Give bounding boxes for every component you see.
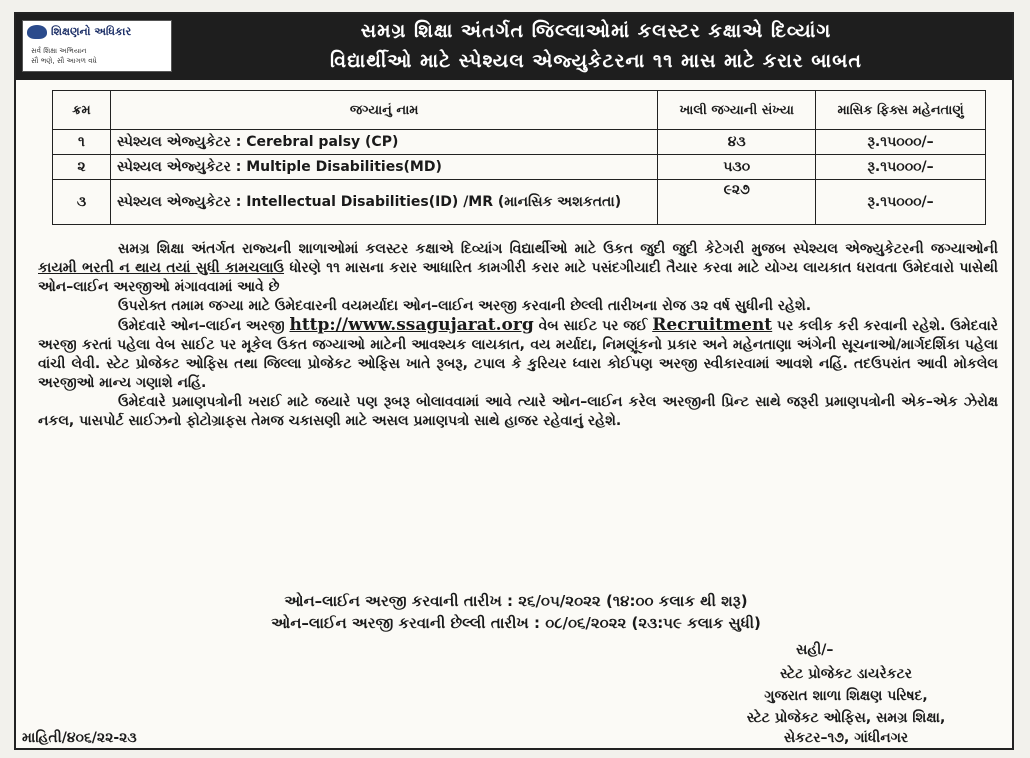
header-title-line2: વિદ્યાર્થીઓ માટે સ્પેશ્યલ એજ્યુકેટરના ૧૧ માસ માટે કરાર બાબત (330, 50, 862, 72)
print-note: ઓન–લાઈન કરેલ અરજીની પ્રિન્ટ (552, 394, 750, 410)
logo-tagline: સૌ ભણે, સૌ આગળ વધે (31, 57, 97, 65)
header-monthly-pay: માસિક ફિક્સ મહેનતાણું (816, 91, 986, 130)
recruitment-link[interactable]: Recruitment (652, 315, 773, 335)
row-monthly-pay: રૂ.૧૫૦૦૦/– (816, 130, 986, 155)
header-banner (16, 14, 1012, 80)
table-row (53, 130, 986, 155)
posts-table (52, 90, 986, 225)
logo-subtitle: સર્વ શિક્ષા અભિયાન (31, 47, 87, 55)
paragraph-intro: સમગ્ર શિક્ષા અંતર્ગત રાજ્યની શાળાઓમાં કલસ્ટર કક્ષાએ દિવ્યાંગ વિદ્યાર્થીઓ માટે ઉકત જુદી જુદી કેટેગરી મુજબ સ્પેશ્યલ એજ્યુકેટરની જગ્યાઓની કાયમી ભરતી ન થાય તયાં સુધી કામચલાઉ ધોરણે ૧૧ માસના કરાર આધારિત કામગીરી કરાર માટે પસંદગીયાદી તૈયાર કરવા માટે યોગ્ય લાયકાત ધરાવતા ઉમેદવારો પાસેથી ઓન–લાઈન અરજીઓ મંગાવવામાં આવે છે (38, 241, 998, 295)
table-row (53, 180, 986, 225)
row-vacancy-count: ૫૩૦ (658, 155, 816, 180)
guidelines-note: સૂચનાઓ/માર્ગદર્શિકા પહેલા વાંચી લેવી. (38, 337, 998, 372)
table-row (53, 155, 986, 180)
row-monthly-pay: રૂ.૧૫૦૦૦/– (816, 180, 986, 225)
row-serial: ૨ (53, 155, 111, 180)
signatory-org: ગુજરાત શાળા શિક્ષણ પરિષદ, (764, 688, 928, 704)
signature-mark: સહી/– (796, 642, 834, 658)
paragraph-age-limit: ઉપરોક્ત તમામ જગ્યા માટે ઉમેદવારની વયમર્યાદા ઓન–લાઈન અરજી કરવાની છેલ્લી તારીખના રોજ ૩૨ વર્ષ સુધીની રહેશે. (118, 298, 812, 314)
signatory-address: સેકટર–૧૭, ગાંધીનગર (783, 730, 909, 746)
row-post-name: સ્પેશ્યલ એજ્યુકેટર : Multiple Disabilities(MD) (110, 155, 657, 180)
row-post-name: સ્પેશ્યલ એજ્યુકેટર : Cerebral palsy (CP) (110, 130, 657, 155)
paragraph-apply-online: ઉમેદવારે ઓન–લાઈન અરજી http://www.ssagujarat.org વેબ સાઈટ પર જઈ Recruitment પર કલીક કરી કરવાની રહેશે. ઉમેદવારે અરજી કરતાં પહેલા વેબ સાઈટ પર મૂકેલ ઉકત જગ્યાઓ માટેની આવશ્યક લાયકાત, વય મર્યાદા, નિમણૂંકનો પ્રકાર અને મહેનતાણા અંગેની સૂચનાઓ/માર્ગદર્શિકા પહેલા વાંચી લેવી. સ્ટેટ પ્રોજેકટ ઓફિસ તથા જિલ્લા પ્રોજેકટ ઓફિસ ખાતે રૂબરૂ, ટપાલ કે કુરિયર ધ્વારા કોઈપણ અરજી સ્વીકારવામાં આવશે નહિં. તદઉપરાંત આવી મોકલેલ અરજીઓ માન્ય ગણાશે નહિં. (38, 315, 998, 391)
emblem-icon (27, 25, 47, 39)
row-monthly-pay: રૂ.૧૫૦૦૦/– (816, 155, 986, 180)
row-vacancy-count: ૪૩ (658, 130, 816, 155)
logo-title: શિક્ષણનો અધિકાર (51, 25, 132, 38)
notice-body (38, 240, 998, 431)
signatory-title: સ્ટેટ પ્રોજેકટ ડાયરેકટર (780, 666, 912, 682)
row-serial: ૩ (53, 180, 111, 225)
advertisement-page (14, 12, 1014, 750)
header-post-name: જગ્યાનું નામ (110, 91, 657, 130)
header-vacancy-count: ખાલી જગ્યાની સંખ્યા (658, 91, 816, 130)
header-serial: ક્રમ (53, 91, 111, 130)
signatory-office: સ્ટેટ પ્રોજેકટ ઓફિસ, સમગ્ર શિક્ષા, (746, 710, 946, 726)
row-post-name: સ્પેશ્યલ એજ્યુકેટર : Intellectual Disabilities(ID) /MR (માનસિક અશકતતા) (110, 180, 657, 225)
temporary-basis-note: કાયમી ભરતી ન થાય તયાં સુધી કામચલાઉ (38, 260, 285, 276)
application-end-date: ઓન–લાઈન અરજી કરવાની છેલ્લી તારીખ : ૦૮/૦૬/૨૦૨૨ (૨૩:૫૯ કલાક સુધી) (271, 614, 761, 632)
website-link[interactable]: http://www.ssagujarat.org (289, 315, 534, 335)
paragraph-verification: ઉમેદવારે પ્રમાણપત્રોની ખરાઈ માટે જયારે પણ રૂબરૂ બોલાવવામાં આવે ત્યારે ઓન–લાઈન કરેલ અરજીની પ્રિન્ટ સાથે જરૂરી પ્રમાણપત્રોની એક–એક ઝેરોક્ષ નકલ, પાસપોર્ટ સાઈઝનો ફોટોગ્રાફસ તેમજ ચકાસણી માટે અસલ પ્રમાણપત્રો સાથે હાજર રહેવાનું રહેશે. (38, 394, 998, 429)
row-vacancy-count: ૯૨૭ (658, 180, 816, 225)
logo (22, 20, 172, 72)
row-serial: ૧ (53, 130, 111, 155)
header-title-line1: સમગ્ર શિક્ષા અંતર્ગત જિલ્લાઓમાં કલસ્ટર કક્ષાએ દિવ્યાંગ (360, 20, 832, 42)
reference-number: માહિતી/૪૦૬/૨૨-૨૩ (22, 730, 137, 746)
application-start-date: ઓન–લાઈન અરજી કરવાની તારીખ : ૨૬/૦૫/૨૦૨૨ (૧૪:૦૦ કલાક થી શરૂ) (284, 592, 748, 610)
table-header-row (53, 91, 986, 130)
